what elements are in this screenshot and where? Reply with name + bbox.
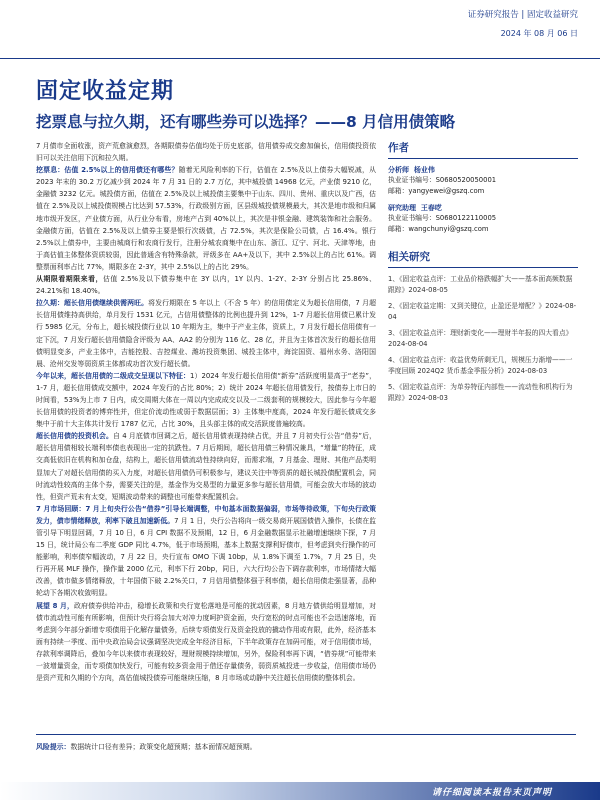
author1-name-line bbox=[388, 165, 578, 175]
paragraph-opportunity bbox=[36, 430, 376, 503]
author1-license: 执业证书编号：S0680520050001 bbox=[388, 176, 497, 184]
footer-disclaimer: 请仔细阅读本报告末页声明 bbox=[431, 788, 552, 798]
paragraph-tenor bbox=[36, 273, 376, 297]
report-header bbox=[468, 8, 578, 39]
author2-name: 王春呓 bbox=[420, 204, 442, 212]
report-date: 2024 年 08 月 06 日 bbox=[500, 29, 578, 38]
related-item[interactable]: 3、《固定收益点评：理财新变化——理财半年报的四大看点》2024-08-04 bbox=[388, 329, 573, 348]
paragraph-review-lead: 7 月市场回顾：7 月上旬央行公告“借券”引导长端调整，中旬基本面数据偏弱，市场等待政策，下旬央行政策发力，债市情绪释放，利率下破且加速新低。 bbox=[36, 504, 376, 525]
paragraph-secondary bbox=[36, 370, 376, 430]
author2-license: 执业证书编号：S0680122110005 bbox=[388, 214, 497, 222]
paragraph-secondary-text: 1）2024 年发行超长信用债“新券”活跃度明显高于“老券”，1-7 月，超长信用债成交额中，2024 年发行的占比 80%；2）统计 2024 年超长信用债发行，按债券上市日的时间看，53%为上市 7 日内，成交周期大体在一周以内完成成交以及一二级套利的规模较大，因此参与今年超长信用债的投资者的博弈性并，但定价流动性或弱于数据层面；3）主体集中度高，2024 年发行超长债成交多集中于前十大主体共计发行 1787 亿元，占比 30%，且头部主体的成交活跃度普遍较高。 bbox=[36, 371, 376, 429]
related-item[interactable]: 4、《固定收益点评：收益优势所剩无几，规模压力渐增——一季度回顾 2024Q2 货币基金季报分析》2024-08-03 bbox=[388, 356, 573, 375]
risk-divider bbox=[36, 734, 576, 735]
risk-text: 数据统计口径有差异；政策变化超预期；基本面情况超预期。 bbox=[70, 743, 257, 751]
author2-email[interactable]: 邮箱：wangchunyi@gszq.com bbox=[388, 225, 489, 233]
paragraph-duration-text: 将发行期限在 5 年以上（不含 5 年）的信用债定义为超长信用债，7 月超长信用债维持高供给，单月发行 1531 亿元，占信用债整体的比例也提升到 12%，1-7 月超长信用债已累计发行 5985 亿元，分布上，超长城投债行业以 10 年期为主，集中于产业主体，资质上，7 月发行超长信用债有一定下沉，7 月发行超长信用债隐含评级为 AA、AA2 的分别为 116 亿、28 亿，并且为主体首次发行的超长信用债明显变多，产业主体中，吉能控股、吉控煤业、潍坊投资集团、城投主体中，海淀国资、福州水务、洛阳国晨、沧州交发等弱资质主体都成功首次发行超长债。 bbox=[36, 299, 376, 368]
paragraph-review-text: 7 月 1 日，央行公告将向一级交易商开展国债借入操作，长债在监管引导下明显回调，7 月 10 日，6 月 CPI 数据不及预期，12 日，6 月金融数据显示社融增速继续下探，7 月 15 日，统计局公布二季度 GDP 同比 4.7%，低于市场预期，基本上数据支撑利好债市，但考虑到央行操作的可能影响，利率债窄幅波动，7 月 22 日，央行宣布 OMO 下调 10bp，从 1.8%下调至 1.7%，7 月 25 日，央行再开展 MLF 操作，操作量 2000 亿元，利率下行 20bp，同日，六大行均公告下调存款利率，市场情绪大幅改善，债市做多情绪释放，十年国债下破 2.2%关口，7 月信用债整体强于利率债，超长信用债走强显著，品种轮动下各期次收敛明显。 bbox=[36, 516, 376, 598]
paragraph-opportunity-text: 自 4 月底债市回调之后，超长信用债表现持续占优，并且 7 月初央行公告“借券”后，超长信用债相较长端利率债也表现出一定的抗跌性。7 月后期间，超长信用债三种情况兼具，“增量”的特征，成交高低依旧在机构和加仓盘，结构上，超长信用债流动性持续向好，而需求端，7 月基金、理财、其他产品类明显加大了对超长信用债的买入力度，对超长信用债仍可积极参与，建议关注中等资质的超长城投债配置机会，同时流动性较高的主体个券，需要关注的是，基金作为交易型的力量更多参与超长信用债，可能会放大市场的波动性，但资产荒未有太变，短期波动带来的调整也可能带来配置机会。 bbox=[36, 432, 376, 501]
paragraph-outlook bbox=[36, 600, 376, 685]
authors-heading: 作者 bbox=[388, 140, 578, 159]
footer-band bbox=[0, 782, 600, 800]
risk-note bbox=[36, 741, 257, 751]
paragraph-secondary-lead: 今年以来，超长信用债的二级成交呈现以下特征： bbox=[36, 371, 191, 380]
paragraph-coupon-lead: 挖票息：估值 2.5%以上的信用债还有哪些？ bbox=[36, 166, 179, 175]
related-heading: 相关研究 bbox=[388, 249, 578, 268]
report-category: 证券研究报告 | 固定收益研究 bbox=[467, 10, 578, 20]
related-item[interactable]: 2、《固定收益定期：又到关键位，止盈还是增配？》2024-08-04 bbox=[388, 302, 577, 321]
sidebar bbox=[388, 140, 578, 409]
risk-label: 风险提示： bbox=[36, 743, 71, 751]
main-body bbox=[36, 140, 376, 765]
paragraph-duration bbox=[36, 297, 376, 370]
page-title: 挖票息与拉久期，还有哪些券可以选择？——8 月信用债策略 bbox=[36, 113, 456, 131]
paragraph-tenor-lead: 从期限看期限来看， bbox=[36, 275, 103, 284]
paragraph-coupon bbox=[36, 164, 376, 273]
header-divider bbox=[0, 58, 600, 59]
paragraph-duration-lead: 拉久期：超长信用债继续供需两旺。 bbox=[36, 299, 149, 308]
paragraph-tenor-text: 估值 2.5%及以下债券集中在 3Y 以内，1Y 以内、1-2Y、2-3Y 分别占比 25.86%、24.21%和 18.40%。 bbox=[36, 275, 376, 296]
paragraph-intro: 7 月债市全面收涨，资产荒愈演愈烈，各期限债券估值均处于历史底部，信用债券成交愈加偏长，信用债投资依旧可以关注信用下沉和拉久期。 bbox=[36, 142, 376, 163]
author2-title: 研究助理 bbox=[388, 204, 416, 212]
author2-name-line bbox=[388, 203, 578, 213]
paragraph-outlook-text: 政府债券供给冲击，稳增长政策和央行宽松落地是可能的扰动因素，8 月地方债供给明显增加，对债市流动性可能有所影响，但预计央行将会加大对冲力度呵护资金面，央行宽松的时点可能也不会迅速落地，而考虑到今年部分新增专项债用于化解存量债务，后续专项债发行及资金投放的撬动作用或有限，此外，经济基本面有持续一季度、而中央政治局会议强调坚决完成全年经济目标，下半年政策存在加码可能，对于信用债市场，存款利率调降后，叠加今年以来债市表现较好，理财规模持续增加，另外，保险利率再下调，“借券规”可能带来一波增量资金，而专项债加快发行，可能有较多资金用于借还存量债务，弱资质城投进一步收益，信用债市场仍是资产荒和久期的个方向，高估值城投债券可能继续压缩，8 月市场或动静中关注超长信用债的整体机会。 bbox=[36, 601, 376, 683]
related-item[interactable]: 5、《固定收益点评：为单券特征内部性——流动性和机构行为跟踪》2024-08-03 bbox=[388, 383, 573, 402]
related-list bbox=[388, 274, 578, 404]
author1-title: 分析师 bbox=[388, 166, 409, 174]
related-item[interactable]: 1、《固定收益点评：工业品价格跌幅扩大——基本面高频数据跟踪》2024-08-05 bbox=[388, 275, 573, 294]
author1-name: 杨业伟 bbox=[413, 166, 435, 174]
doc-type-heading: 固定收益定期 bbox=[36, 79, 175, 104]
paragraph-opportunity-lead: 超长信用债的投资机会。 bbox=[36, 432, 113, 441]
paragraph-coupon-text: 随着无风险利率的下行，估值在 2.5%及以上债券大幅锐减，从 2023 年末的 30.2 万亿减少到 2024 年 7 月 31 日的 2.7 万亿，其中城投债 14968 亿元，产业债 9210 亿，金融债 3232 亿元。城投债方面，估值在 2.5%及以上城投债主要集中于山东、四川、贵州、重庆以及广西，估值在 2.5%及以上城投债规模占比达到 57.53%，行政级别方面，区县级城投债规模最大，其次是地市级和归属地市级开发区，产业债方面，从行业分布看，房地产占到 40%以上，其次是非银金融、建筑装饰和社会服务。金融债方面，估值在 2.5%及以上债券主要是银行次级债，占 72.5%，其次是保险公司债，占 16.4%。银行 2.5%以上债券中，主要由城商行和农商行发行，注册分城农商集中在山东、浙江、辽宁、河北、天津等地，由于高估值主体整体资质较弱，因此普通含有特殊条款，评级多在 AA+及以下，其中 2.5%以上的占比 61%。调整票面利率占比 77%，期限多在 2-3Y，其中 2.5%以上的占比 29%。 bbox=[36, 166, 376, 271]
author1-email[interactable]: 邮箱：yangyewei@gszq.com bbox=[388, 187, 485, 195]
paragraph-outlook-lead: 展望 8 月， bbox=[36, 601, 75, 610]
paragraph-review bbox=[36, 503, 376, 600]
